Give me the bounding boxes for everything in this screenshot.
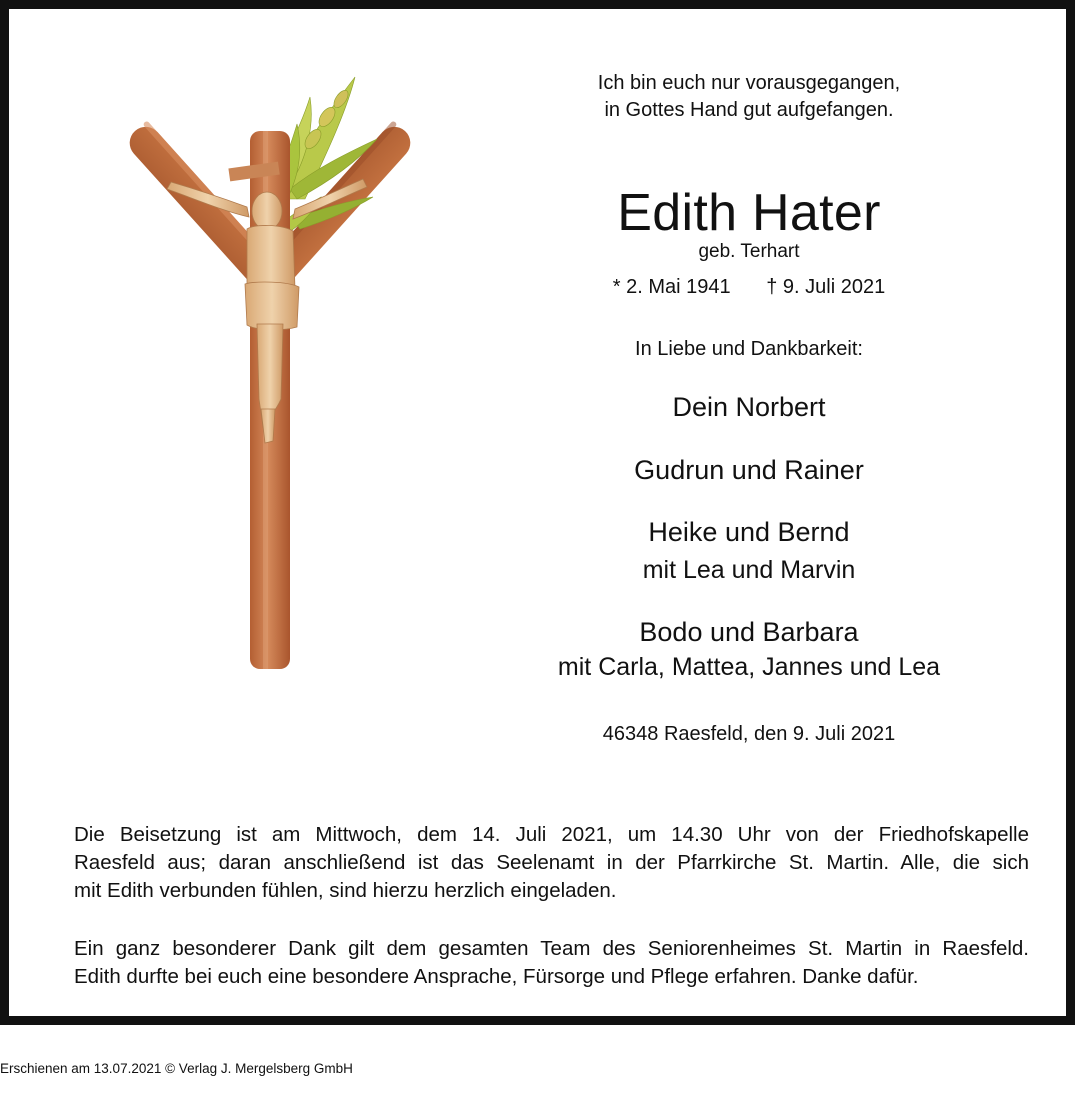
family-member: Gudrun und Rainer — [634, 455, 864, 485]
funeral-notice — [74, 821, 1029, 905]
life-dates — [499, 273, 999, 301]
family-member: Bodo und Barbara — [639, 617, 859, 647]
family-member: Heike und Bernd — [648, 517, 850, 547]
deceased-name: Edith Hater — [617, 184, 881, 242]
crucifix-image — [115, 69, 425, 679]
notice-line: mit Edith verbunden fühlen, sind hierzu herzlich eingeladen. — [74, 879, 617, 902]
family-member-children: mit Lea und Marvin — [642, 556, 856, 584]
publication-footer: Erschienen am 13.07.2021 © Verlag J. Mergelsberg GmbH — [0, 1061, 353, 1076]
verse-line: Ich bin euch nur vorausgegangen, — [597, 72, 901, 94]
verse — [499, 70, 999, 124]
death-date: † 9. Juli 2021 — [766, 276, 886, 298]
birth-name: geb. Terhart — [698, 241, 800, 262]
notice-line: Edith durfte bei euch eine besondere Ansprache, Fürsorge und Pflege erfahren. Danke dafür. — [74, 965, 919, 988]
family-member: Dein Norbert — [672, 392, 826, 422]
notice-line: Raesfeld aus; daran anschließend ist das Seelenamt in der Pfarrkirche St. Martin. Alle, die sich — [74, 851, 1029, 874]
family-member-children: mit Carla, Mattea, Jannes und Lea — [557, 653, 941, 681]
verse-line: in Gottes Hand gut aufgefangen. — [604, 99, 894, 121]
notice-line: Die Beisetzung ist am Mittwoch, dem 14. Juli 2021, um 14.30 Uhr von der Friedhofskapelle — [74, 823, 1029, 846]
mourners-intro: In Liebe und Dankbarkeit: — [635, 338, 863, 360]
thanks-notice — [74, 935, 1029, 991]
place-date: 46348 Raesfeld, den 9. Juli 2021 — [602, 723, 896, 745]
notice-line: Ein ganz besonderer Dank gilt dem gesamten Team des Seniorenheimes St. Martin in Raesfeld. — [74, 937, 1029, 960]
birth-date: * 2. Mai 1941 — [612, 276, 731, 298]
